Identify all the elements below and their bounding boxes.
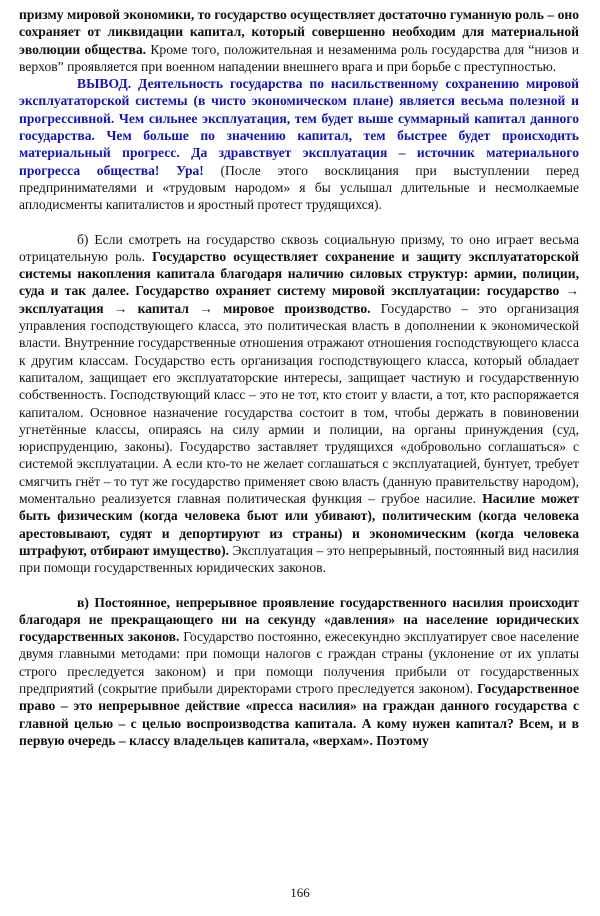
conclusion-highlight: ВЫВОД. Деятельность государства по насильственному сохранению мировой эксплуататорской системы (в чисто экономическом плане) является весьма полезной и прогрессивной. Чем сильнее эксплуатация, тем будет выше суммарный капитал данного государства. Чем больше по значению капитал, тем быстрее будет происходить материальный прогресс. Да здравствует эксплуатация – источник материального прогресса общества! Ура! (19, 76, 579, 178)
paragraph-1 (19, 6, 579, 75)
body-text: Государство – это организация управления господствующего класса, это политическая власть в дополнении к экономической власти. Внутренние государственные отношения отражают отношения господствующего класса к другим классам. Государство есть организация господствующего класса, который обладает капиталом, защищает его эксплуататорские интересы, защищает частную и государственную собственность. Господствующий класс – это не тот, кто стоит у власти, а тот, кто распоряжается капиталом. Основное назначение государства состоит в том, чтобы держать в повиновении угнетённые классы, опираясь на силу армии и полиции, на органы принуждения (суд, юриспруденцию, законы). Государство заставляет трудящихся «добровольно соглашаться» с системой эксплуатации. А если кто-то не желает соглашаться с эксплуатацией, бунтует, требует смягчить гнёт – то тут же государство применяет свою власть (данную правительству народом), моментально реализуется главная политическая функция – грубое насилие. (19, 300, 579, 507)
body-text: Эксплуатация – это непрерывный, постоянный вид насилия при помощи государственных юридических законов. (19, 542, 580, 576)
body-text: (После этого восклицания при выступлении перед предпринимателями и «трудовым народом» я бы услышал длительные и несмолкаемые аплодисменты капиталистов и яростный протест трудящихся). (19, 162, 579, 213)
bold-text: призму мировой экономики, то государство осуществляет достаточно гуманную роль – оно сохраняет от ликвидации капитал, который совершенно необходим для материальной эволюции общества. (19, 7, 579, 57)
bold-text: Государство осуществляет сохранение и защиту эксплуататорской системы накопления капитала благодаря наличию силовых структур: армии, полиции, суда и так далее. Государство охраняет систему мировой эксплуатации: государство → эксплуатация → капитал → мировое производство. (19, 248, 579, 316)
bold-text: Государственное право – это непрерывное действие «пресса насилия» на граждан данного государства с главной целью – с целью воспроизводства капитала. А кому нужен капитал? Всем, и в первую очередь – классу владельцев капитала, «верхам». Поэтому (19, 680, 579, 748)
bold-text: в) Постоянное, непрерывное проявление государственного насилия происходит благодаря не прекращающего ни на секунду «давления» на население юридических государственных законов. (19, 594, 579, 645)
body-text: Государство постоянно, ежесекундно эксплуатирует свое население двумя главными методами: при помощи налогов с граждан страны (уклонение от их уплаты строго преследуется законом) и при помощи получения прибыли от государственных предприятий (сокрытие прибыли директорами строго преследуется законом). (19, 629, 579, 696)
paragraph-v (19, 594, 579, 750)
body-text: Кроме того, положительная и незаменима роль государства для “низов и верхов” проявляется при военном нападении внешнего врага и при борьбе с преступностью. (19, 41, 579, 74)
document-page (19, 6, 579, 749)
bold-text: Насилие может быть физическим (когда человека бьют или убивают), политическим (когда человека арестовывают, судят и депортируют из страны) и экономическим (когда человека штрафуют, отбирают имущество). (19, 491, 579, 558)
paragraph-conclusion (19, 75, 579, 213)
paragraph-b (19, 231, 579, 577)
page-number: 166 (290, 885, 310, 900)
body-text: б) Если смотреть на государство сквозь социальную призму, то оно играет весьма отрицательную роль. (19, 231, 579, 264)
